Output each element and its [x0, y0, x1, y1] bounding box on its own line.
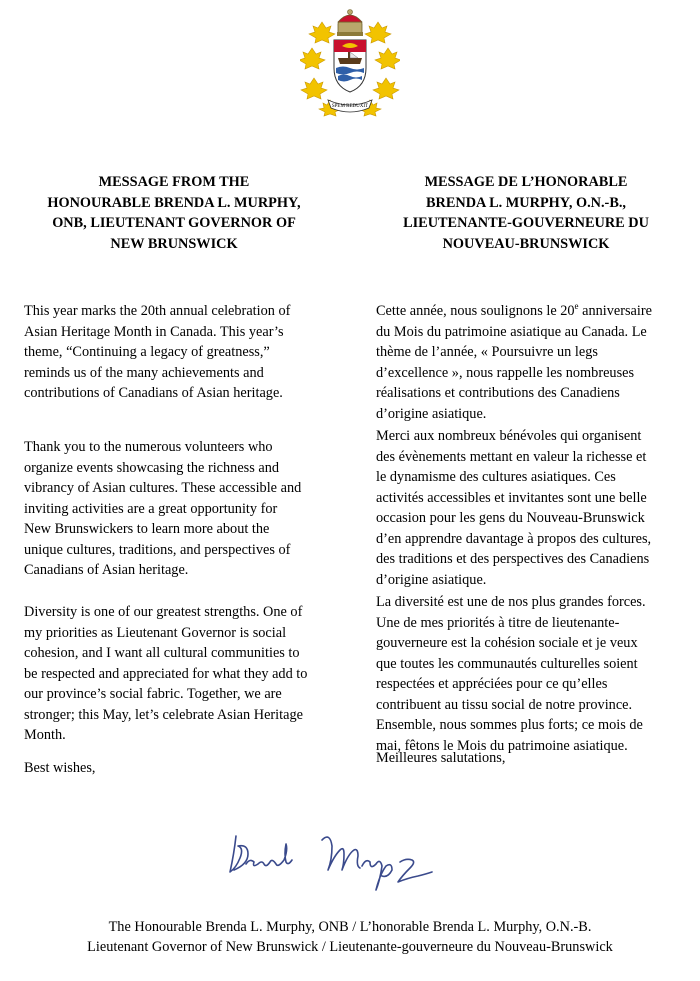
- heading-line: BRENDA L. MURPHY, O.N.-B.,: [425, 194, 627, 211]
- text-line: Asian Heritage Month in Canada. This year’s: [24, 323, 284, 340]
- text-line: Thank you to the numerous volunteers who: [24, 439, 273, 455]
- french-heading: [376, 172, 676, 254]
- text-line: organize events showcasing the richness and: [24, 459, 280, 476]
- text-line: d’origine asiatique.: [376, 405, 487, 422]
- english-heading: [24, 172, 324, 254]
- text-line: be respected and appreciated for what they add to: [24, 665, 308, 682]
- text-line: vibrancy of Asian cultures. These accessible and: [24, 480, 302, 496]
- text-line: Diversity is one of our greatest strengths. One of: [24, 604, 303, 620]
- text-line: réalisations et contributions des Canadiens: [376, 385, 620, 401]
- text-line: contributions of Canadians of Asian heritage.: [24, 385, 283, 401]
- text-line: d’excellence », nous rappelle les nombreuses: [376, 364, 635, 381]
- heading-line: MESSAGE FROM THE: [98, 174, 250, 190]
- text-line: New Brunswickers to learn more about the: [24, 521, 270, 537]
- text-line: La diversité est une de nos plus grandes forces.: [376, 594, 646, 610]
- text-line: respectées et appréciées pour ce qu’elles: [376, 676, 608, 692]
- text-line: des évènements mettant en valeur la richesse et: [376, 448, 647, 465]
- heading-line: LIEUTENANTE-GOUVERNEURE DU: [403, 215, 649, 231]
- text-line: du Mois du patrimoine asiatique au Canada. Le: [376, 323, 647, 340]
- coat-of-arms-crest: [300, 8, 400, 120]
- text-line: Ensemble, nous sommes plus forts; ce mois de: [376, 717, 643, 733]
- text-line: activités accessibles et invitantes sont une belle: [376, 489, 647, 506]
- footer-line-2: Lieutenant Governor of New Brunswick / Lieutenante-gouverneure du Nouveau-Brunswick: [87, 939, 613, 955]
- text-fragment: anniversaire: [578, 303, 652, 319]
- text-line: d’origine asiatique.: [376, 571, 487, 588]
- heading-line: HONOURABLE BRENDA L. MURPHY,: [47, 194, 301, 211]
- text-line: our province’s social fabric. Together, we are: [24, 686, 282, 702]
- text-line: inviting activities are a great opportunity for: [24, 500, 278, 517]
- heading-line: NEW BRUNSWICK: [110, 235, 238, 252]
- text-line: Canadians of Asian heritage.: [24, 562, 189, 578]
- heading-line: ONB, LIEUTENANT GOVERNOR OF: [52, 215, 296, 231]
- french-paragraph-2: [376, 426, 676, 590]
- text-line: Une de mes priorités à titre de lieutenante-: [376, 614, 620, 631]
- text-line: mai, fêtons le Mois du patrimoine asiatique.: [376, 737, 628, 754]
- text-line: thème de l’année, « Poursuivre un legs: [376, 344, 598, 360]
- text-line: gouverneure est la cohésion sociale et je veux: [376, 635, 638, 651]
- new-brunswick-coat-of-arms-icon: [300, 8, 400, 120]
- text-line: cohesion, and I want all cultural communities to: [24, 645, 300, 661]
- text-line: occasion pour les gens du Nouveau-Brunswick: [376, 510, 645, 526]
- text-line: theme, “Continuing a legacy of greatness,”: [24, 344, 270, 360]
- handwritten-signature-icon: [222, 826, 472, 896]
- text-line: reminds us of the many achievements and: [24, 364, 264, 381]
- text-line: stronger; this May, let’s celebrate Asian Heritage: [24, 706, 303, 723]
- text-line: d’en apprendre davantage à propos des cultures,: [376, 530, 652, 547]
- text-line: contribuent au tissu social de notre province.: [376, 696, 633, 713]
- english-paragraph-3: [24, 602, 324, 746]
- text-line: que toutes les communautés culturelles soient: [376, 655, 638, 672]
- svg-text:SPEM REDUXIT: SPEM REDUXIT: [331, 104, 369, 109]
- french-paragraph-3: [376, 592, 676, 756]
- signature: [222, 826, 472, 896]
- english-paragraph-2: [24, 437, 324, 581]
- text-line: This year marks the 20th annual celebration of: [24, 303, 291, 319]
- text-line: unique cultures, traditions, and perspectives of: [24, 541, 291, 558]
- text-line: my priorities as Lieutenant Governor is social: [24, 624, 287, 641]
- text-line: [376, 301, 676, 322]
- english-closing: Best wishes,: [24, 760, 96, 776]
- heading-line: MESSAGE DE L’HONORABLE: [424, 174, 628, 190]
- text-line: le dynamisme des cultures asiatiques. Ces: [376, 469, 616, 485]
- french-paragraph-1: [376, 301, 676, 424]
- text-line: Merci aux nombreux bénévoles qui organisent: [376, 428, 642, 444]
- footer-line-1: The Honourable Brenda L. Murphy, ONB / L’honorable Brenda L. Murphy, O.N.-B.: [108, 919, 592, 935]
- french-closing: Meilleures salutations,: [376, 750, 506, 766]
- superscript: e: [574, 301, 579, 312]
- text-line: des traditions et des perspectives des Canadiens: [376, 551, 650, 567]
- text-fragment: Cette année, nous soulignons le 20: [376, 303, 575, 319]
- heading-line: NOUVEAU-BRUNSWICK: [442, 235, 610, 252]
- text-line: Month.: [24, 727, 66, 743]
- english-paragraph-1: [24, 301, 324, 404]
